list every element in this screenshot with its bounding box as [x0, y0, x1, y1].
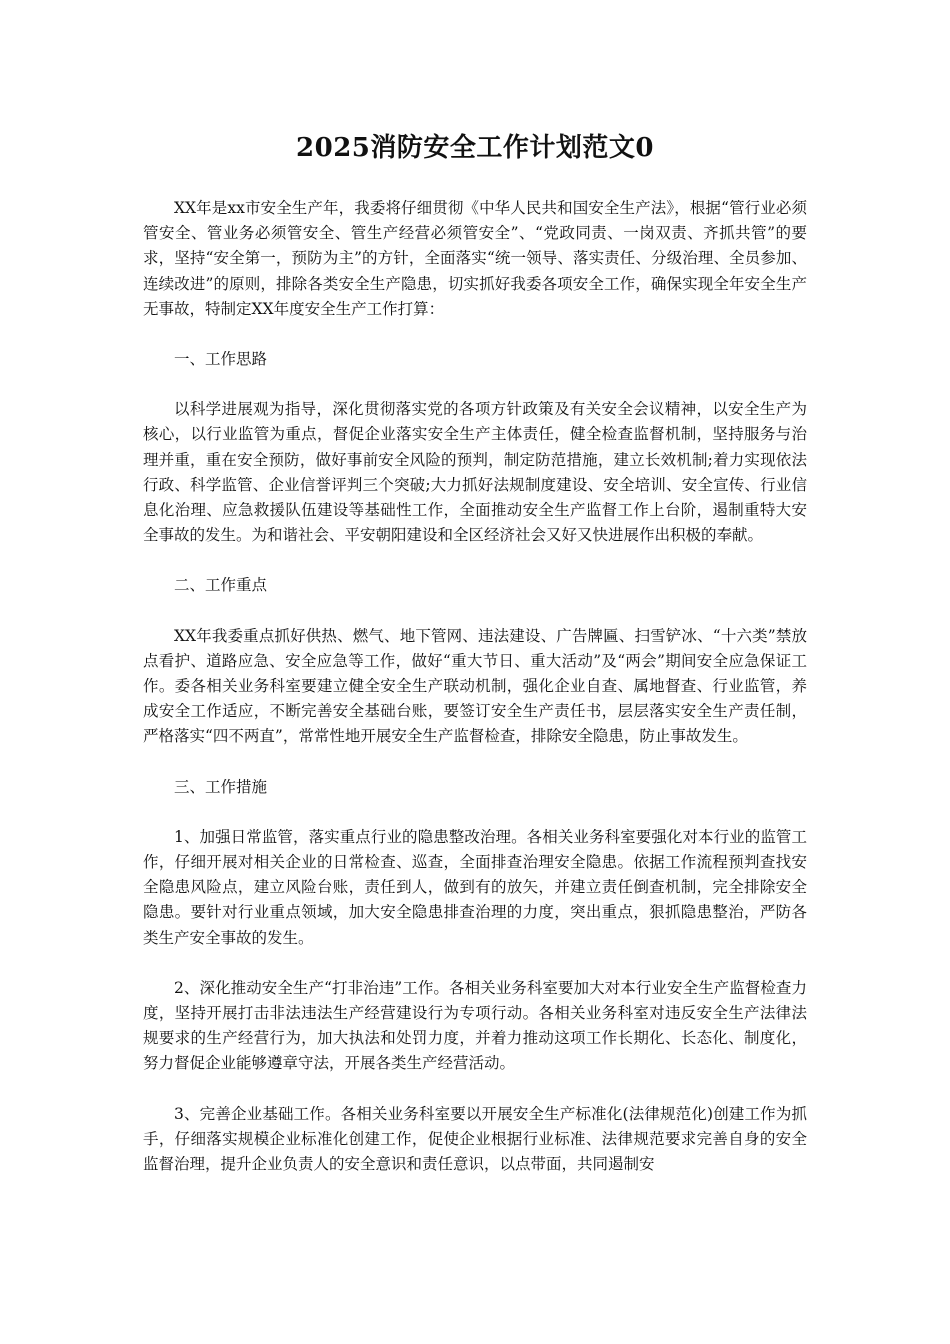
measure-paragraph-2: 2、深化推动安全生产“打非治违”工作。各相关业务科室要加大对本行业安全生产监督检查力度，坚持开展打击非法违法生产经营建设行为专项行动。各相关业务科室对违反安全生产法律法规要求的生产经营行为，加大执法和处罚力度，并着力推动这项工作长期化、长态化、制度化，努力督促企业能够遵章守法，开展各类生产经营活动。: [143, 978, 807, 1073]
section-heading-work-focus: 二、工作重点: [174, 576, 268, 595]
section-heading-work-approach: 一、工作思路: [174, 350, 268, 369]
measure-paragraph-3: 3、完善企业基础工作。各相关业务科室要以开展安全生产标准化(法律规范化)创建工作为抓手，仔细落实规模企业标准化创建工作，促使企业根据行业标准、法律规范要求完善自身的安全监督治理，提升企业负责人的安全意识和责任意识，以点带面，共同遏制安: [143, 1104, 807, 1174]
document-title: 2025消防安全工作计划范文0: [296, 133, 654, 163]
measure-paragraph-1: 1、加强日常监管，落实重点行业的隐患整改治理。各相关业务科室要强化对本行业的监管工作，仔细开展对相关企业的日常检查、巡查，全面排查治理安全隐患。依据工作流程预判查找安全隐患风险点，建立风险台账，责任到人，做到有的放矢，并建立责任倒查机制，完全排除安全隐患。要针对行业重点领域，加大安全隐患排查治理的力度，突出重点，狠抓隐患整治，严防各类生产安全事故的发生。: [143, 827, 807, 947]
document-content: [143, 128, 807, 1202]
section-body-work-focus: XX年我委重点抓好供热、燃气、地下管网、违法建设、广告牌匾、扫雪铲冰、“十六类”禁放点看护、道路应急、安全应急等工作，做好“重大节日、重大活动”及“两会”期间安全应急保证工作。委各相关业务科室要建立健全安全生产联动机制，强化企业自查、属地督查、行业监管，养成安全工作适应，不断完善安全基础台账，要签订安全生产责任书，层层落实安全生产责任制，严格落实“四不两直”，常常性地开展安全生产监督检查，排除安全隐患，防止事故发生。: [143, 626, 807, 746]
section-heading-work-measures: 三、工作措施: [174, 777, 268, 796]
intro-paragraph: XX年是xx市安全生产年，我委将仔细贯彻《中华人民共和国安全生产法》，根据“管行业必须管安全、管业务必须管安全、管生产经营必须管安全”、“党政同责、一岗双责、齐抓共管”的要求，坚持“安全第一，预防为主”的方针，全面落实“统一领导、落实责任、分级治理、全员参加、连续改进”的原则，排除各类安全生产隐患，切实抓好我委各项安全工作，确保实现全年安全生产无事故，特制定XX年度安全生产工作打算：: [143, 199, 807, 318]
section-body-work-approach: 以科学进展观为指导，深化贯彻落实党的各项方针政策及有关安全会议精神，以安全生产为核心，以行业监管为重点，督促企业落实安全生产主体责任，健全检查监督机制，坚持服务与治理并重，重在安全预防，做好事前安全风险的预判，制定防范措施，建立长效机制;着力实现依法行政、科学监管、企业信誉评判三个突破;大力抓好法规制度建设、安全培训、安全宣传、行业信息化治理、应急救援队伍建设等基础性工作，全面推动安全生产监督工作上台阶，遏制重特大安全事故的发生。为和谐社会、平安朝阳建设和全区经济社会又好又快进展作出积极的奉献。: [143, 400, 807, 545]
